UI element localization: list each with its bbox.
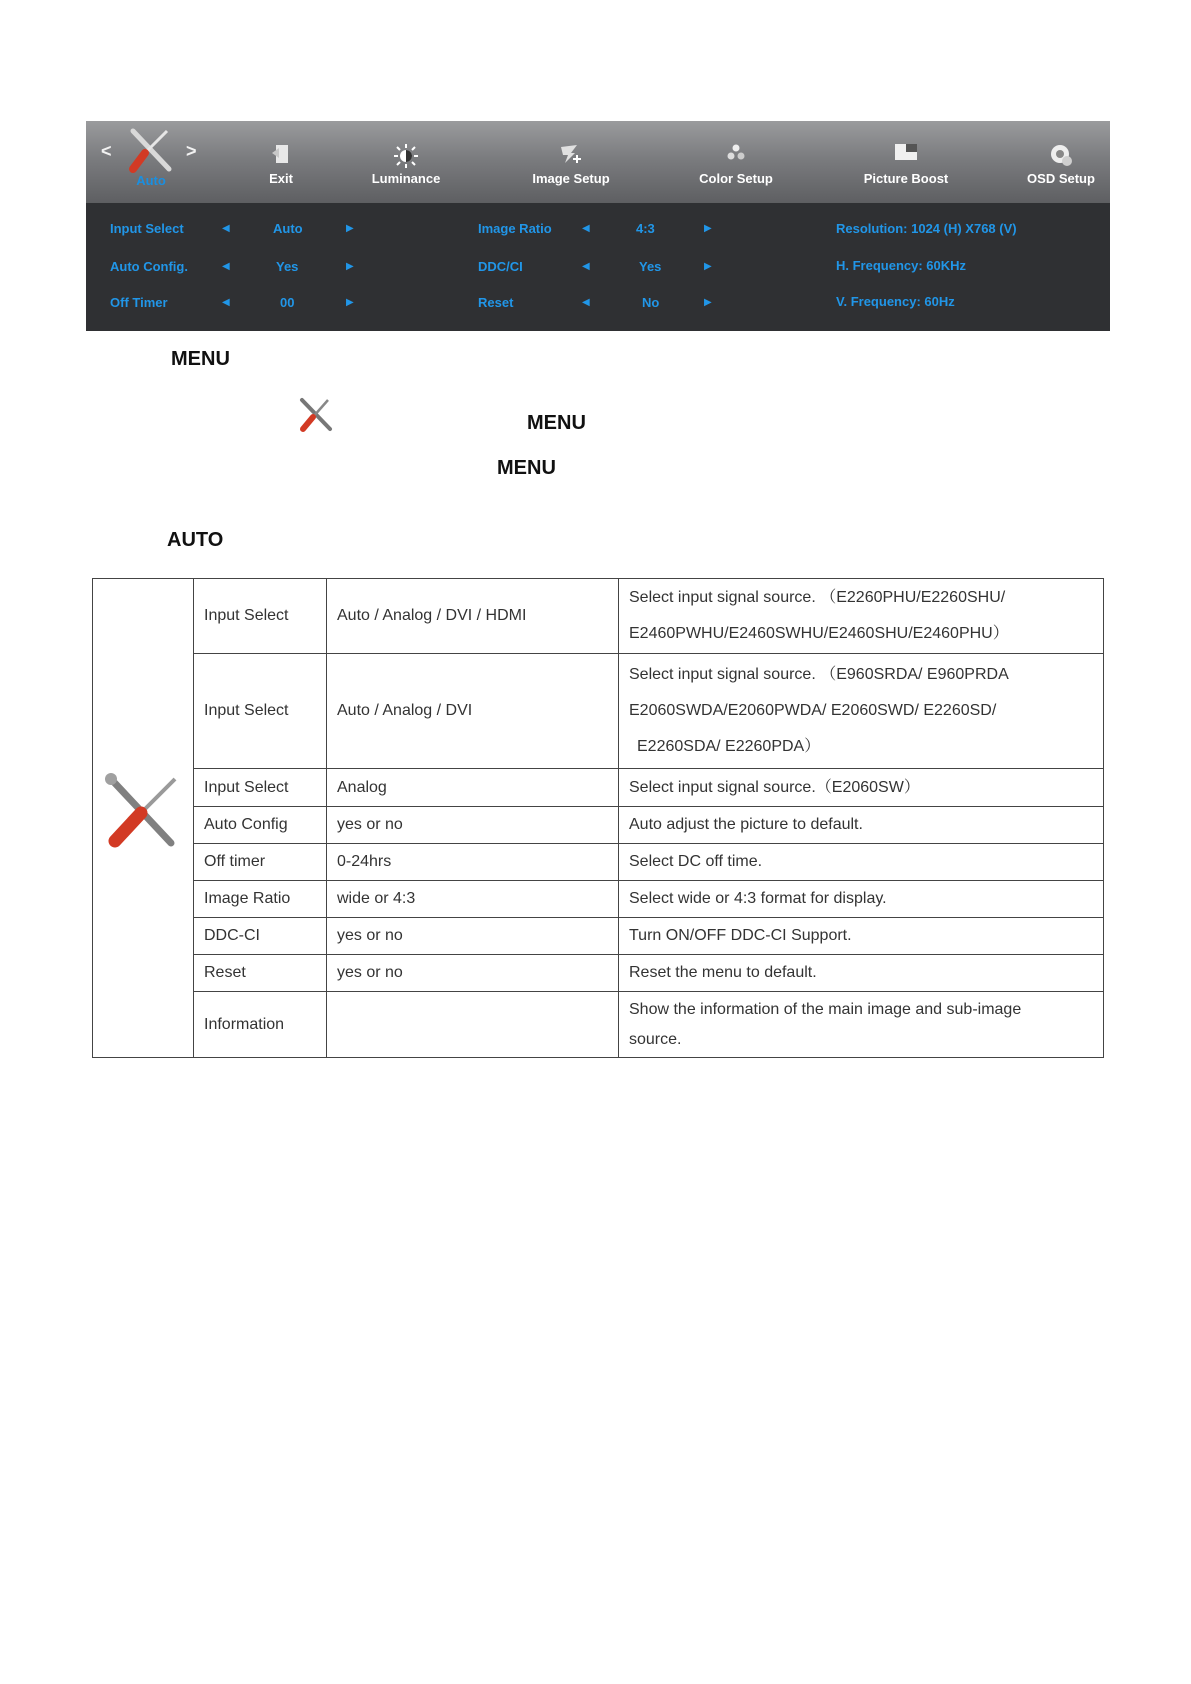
description-line: Show the information of the main image and sub-image: [629, 1000, 1022, 1018]
osd-tab-auto[interactable]: [116, 121, 186, 203]
arrow-right-icon[interactable]: ▶: [346, 261, 354, 272]
arrow-right-icon[interactable]: ▶: [704, 261, 712, 272]
table-cell: DDC-CI: [194, 918, 327, 955]
table-icon-cell: [93, 579, 194, 1058]
osd-tab-label: Luminance: [371, 171, 441, 186]
chevron-right-icon[interactable]: >: [186, 141, 197, 161]
arrow-right-icon[interactable]: ▶: [704, 297, 712, 308]
table-cell: wide or 4:3: [327, 881, 619, 918]
osd-label-image-ratio[interactable]: Image Ratio: [478, 221, 552, 236]
description-line: E2260SDA/ E2260PDA）: [637, 738, 821, 755]
osd-info-h-frequency: H. Frequency: 60KHz: [836, 258, 967, 273]
table-cell: Auto Config: [194, 807, 327, 844]
table-cell: Input Select: [194, 769, 327, 807]
osd-info-resolution: Resolution: 1024 (H) X768 (V): [836, 221, 1017, 236]
sun-icon: [393, 143, 419, 169]
osd-value: Yes: [639, 259, 662, 274]
table-cell: Analog: [327, 769, 619, 807]
image-setup-icon: [559, 143, 583, 165]
table-row: [93, 579, 1104, 654]
table-cell-description: Auto adjust the picture to default.: [619, 807, 1104, 844]
table-cell: Information: [194, 992, 327, 1058]
table-cell-description: Turn ON/OFF DDC-CI Support.: [619, 918, 1104, 955]
osd-tab-label: Color Setup: [699, 171, 773, 186]
auto-settings-table: [92, 578, 1104, 1058]
description-line: E2460PWHU/E2460SWHU/E2460SHU/E2460PHU）: [629, 625, 1009, 642]
osd-tab-bar: [86, 121, 1110, 203]
table-cell: Auto / Analog / DVI: [327, 654, 619, 769]
osd-value: 00: [280, 295, 295, 310]
osd-tab-picture-boost[interactable]: [856, 121, 956, 203]
exit-icon: [270, 143, 292, 165]
description-line: Select input signal source. （E2260PHU/E2260SHU/: [629, 589, 1006, 606]
table-cell: Input Select: [194, 654, 327, 769]
osd-tab-image-setup[interactable]: [516, 121, 626, 203]
osd-value: Yes: [276, 259, 299, 274]
tools-icon: [103, 771, 183, 851]
osd-value: 4:3: [636, 221, 655, 236]
osd-tab-osd-setup[interactable]: [1016, 121, 1106, 203]
section-title: AUTO: [167, 529, 224, 551]
table-cell-description: [619, 654, 1104, 769]
tools-icon: [296, 395, 336, 435]
description-line: source.: [629, 1030, 682, 1048]
table-cell: yes or no: [327, 807, 619, 844]
arrow-left-icon[interactable]: ◀: [222, 297, 230, 308]
table-cell-description: Reset the menu to default.: [619, 955, 1104, 992]
osd-tab-luminance[interactable]: [356, 121, 456, 203]
osd-info-v-frequency: V. Frequency: 60Hz: [836, 294, 955, 309]
osd-tab-exit[interactable]: [246, 121, 316, 203]
osd-tab-label: Exit: [269, 171, 293, 186]
table-cell: Off timer: [194, 844, 327, 881]
table-cell: Auto / Analog / DVI / HDMI: [327, 579, 619, 654]
arrow-left-icon[interactable]: ◀: [222, 223, 230, 234]
table-cell: [327, 992, 619, 1058]
osd-label-off-timer[interactable]: Off Timer: [110, 295, 168, 310]
table-cell-description: [619, 579, 1104, 654]
table-cell: yes or no: [327, 918, 619, 955]
arrow-left-icon[interactable]: ◀: [582, 223, 590, 234]
osd-label-ddc-ci[interactable]: DDC/CI: [478, 259, 523, 274]
description-line: E2060SWDA/E2060PWDA/ E2060SWD/ E2260SD/: [629, 702, 997, 719]
table-cell: Input Select: [194, 579, 327, 654]
osd-tab-label: Auto: [136, 173, 166, 188]
description-line: Select input signal source. （E960SRDA/ E960PRDA: [629, 666, 1009, 683]
arrow-right-icon[interactable]: ▶: [346, 297, 354, 308]
menu-label: MENU: [527, 412, 586, 434]
table-cell: 0-24hrs: [327, 844, 619, 881]
osd-label-auto-config[interactable]: Auto Config.: [110, 259, 188, 274]
table-row: [93, 769, 1104, 807]
osd-setup-icon: [1049, 143, 1073, 167]
table-cell-description: Select DC off time.: [619, 844, 1104, 881]
osd-value: Auto: [273, 221, 303, 236]
table-cell-description: Select wide or 4:3 format for display.: [619, 881, 1104, 918]
arrow-right-icon[interactable]: ▶: [704, 223, 712, 234]
osd-label-reset[interactable]: Reset: [478, 295, 514, 310]
osd-value: No: [642, 295, 660, 310]
tools-icon: [123, 123, 179, 179]
table-row: [93, 844, 1104, 881]
table-cell-description: Select input signal source.（E2060SW）: [619, 769, 1104, 807]
table-cell: Reset: [194, 955, 327, 992]
color-setup-icon: [726, 143, 746, 161]
picture-boost-icon: [894, 143, 918, 161]
table-row: [93, 654, 1104, 769]
osd-screenshot: [86, 121, 1110, 331]
arrow-left-icon[interactable]: ◀: [222, 261, 230, 272]
arrow-left-icon[interactable]: ◀: [582, 297, 590, 308]
osd-settings-panel: [86, 203, 1110, 331]
table-row: [93, 955, 1104, 992]
table-cell-description: [619, 992, 1104, 1058]
osd-label-input-select[interactable]: Input Select: [110, 221, 184, 236]
menu-label: MENU: [497, 457, 556, 479]
table-cell: yes or no: [327, 955, 619, 992]
osd-tab-label: Picture Boost: [863, 171, 949, 186]
table-row: [93, 807, 1104, 844]
osd-tab-label: OSD Setup: [1027, 171, 1095, 186]
table-row: [93, 918, 1104, 955]
table-cell: Image Ratio: [194, 881, 327, 918]
osd-tab-color-setup[interactable]: [686, 121, 786, 203]
chevron-left-icon[interactable]: <: [101, 141, 112, 161]
arrow-right-icon[interactable]: ▶: [346, 223, 354, 234]
arrow-left-icon[interactable]: ◀: [582, 261, 590, 272]
table-row: [93, 881, 1104, 918]
osd-tab-label: Image Setup: [532, 171, 610, 186]
menu-label: MENU: [171, 348, 230, 370]
table-row: [93, 992, 1104, 1058]
